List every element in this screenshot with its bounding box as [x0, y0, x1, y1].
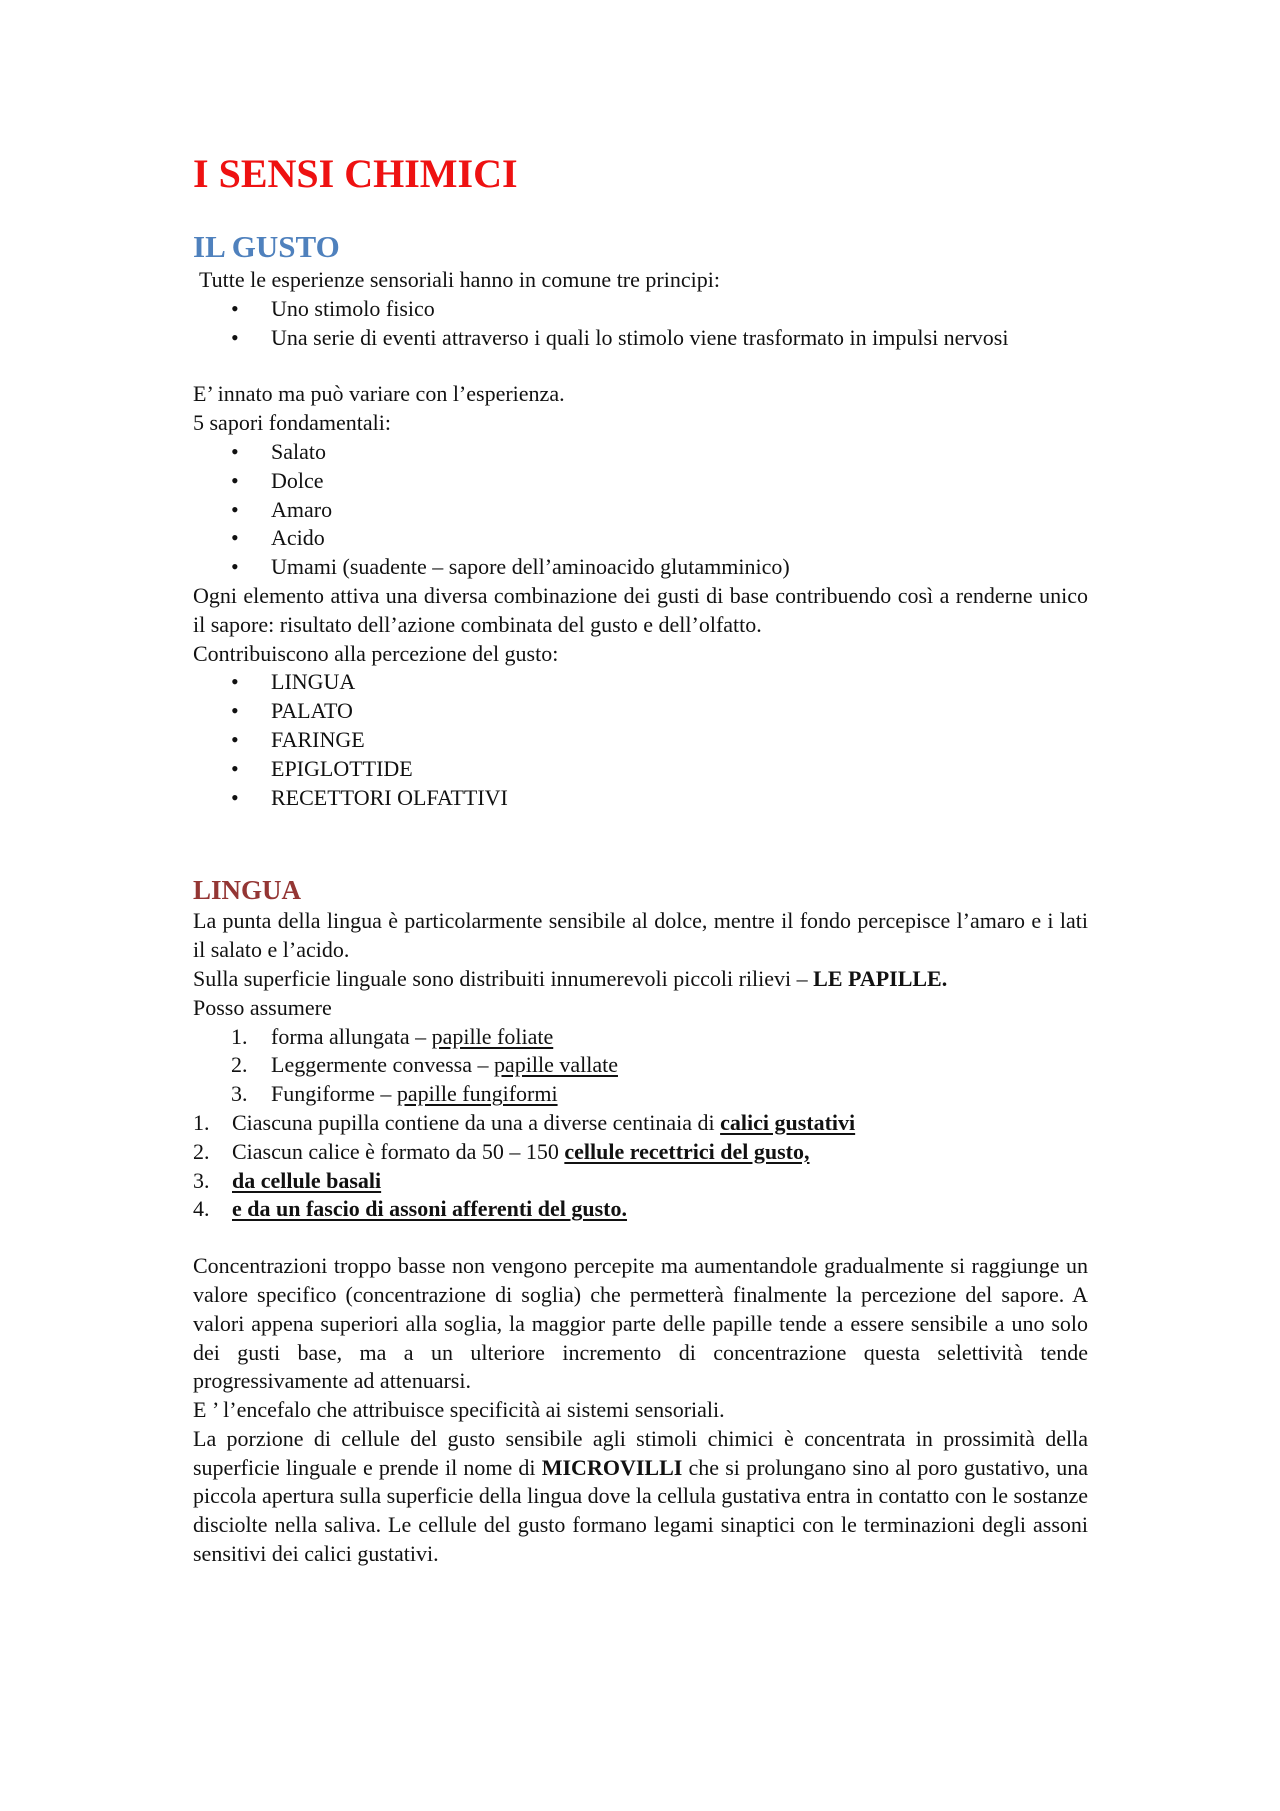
sapori-list — [193, 438, 1088, 582]
spacer — [193, 812, 1088, 874]
combination-paragraph: Ogni elemento attiva una diversa combinazione dei gusti di base contribuendo così a renderne unico il sapore: risultato dell’azione combinata del gusto e dell’olfatto. — [193, 582, 1088, 637]
list-item — [193, 1195, 1088, 1224]
lingua-paragraph-2 — [193, 965, 1088, 994]
page-title: I SENSI CHIMICI — [193, 151, 518, 196]
papille-forms-list — [193, 1023, 1088, 1109]
innate-text: E’ innato ma può variare con l’esperienza. — [193, 381, 565, 407]
document-body — [193, 150, 1088, 1569]
list-number: 2. — [193, 1138, 210, 1164]
papille-bold-term: LE PAPILLE. — [813, 965, 948, 991]
list-item — [193, 1023, 1088, 1052]
form-term: papille fungiformi — [396, 1081, 558, 1107]
list-number: 3. — [193, 1167, 210, 1193]
list-item — [193, 1138, 1088, 1167]
contrib-intro: Contribuiscono alla percezione del gusto: — [193, 640, 559, 666]
fact-text: Ciascuna pupilla contiene da una a diverse centinaia di — [232, 1109, 721, 1135]
concentration-paragraph: Concentrazioni troppo basse non vengono percepite ma aumentandole gradualmente si raggiunge un valore specifico (concentrazione di soglia) che permetterà finalmente la percezione del sapore. A valori appena superiori alla soglia, la maggior parte delle papille tende a essere sensibile a uno solo dei gusti base, ma a un ulteriore incremento di concentrazione questa selettività tende progressivamente ad attenuarsi. — [193, 1253, 1088, 1394]
list-number: 1. — [231, 1023, 248, 1049]
encefalo-paragraph: E ’ l’encefalo che attribuisce specificità ai sistemi sensoriali. — [193, 1397, 725, 1423]
papille-intro-text: Sulla superficie linguale sono distribuiti innumerevoli piccoli rilievi – — [193, 965, 814, 991]
form-text: Leggermente convessa – — [271, 1052, 494, 1078]
fact-text: Ciascun calice è formato da 50 – 150 — [232, 1138, 565, 1164]
list-item: • FARINGE — [193, 726, 1088, 755]
calici-facts-list — [193, 1109, 1088, 1224]
form-term: papille foliate — [431, 1023, 554, 1049]
list-number: 2. — [231, 1052, 248, 1078]
list-item: • Uno stimolo fisico — [193, 295, 1088, 324]
fact-term: e da un fascio di assoni afferenti del gusto. — [232, 1196, 628, 1222]
form-text: Fungiforme – — [271, 1081, 397, 1107]
microvilli-paragraph — [193, 1425, 1088, 1569]
list-item — [193, 1109, 1088, 1138]
heading-lingua: LINGUA — [193, 875, 302, 906]
sapori-intro: 5 sapori fondamentali: — [193, 410, 391, 436]
fact-term: calici gustativi — [720, 1109, 856, 1135]
spacer — [193, 1224, 1088, 1252]
microvilli-text-b: che si prolungano sino al poro gustativo, una piccola apertura sulla superficie della lingua dove la cellula gustativa entra in contatto con le sostanze disciolte nella saliva. Le cellule del gusto formano legami sinaptici con le terminazioni degli assoni sensitivi dei calici gustativi. — [193, 1454, 1088, 1567]
list-item: • Acido — [193, 524, 1088, 553]
list-item: • Salato — [193, 438, 1088, 467]
heading-il-gusto: IL GUSTO — [193, 229, 340, 264]
list-item: • EPIGLOTTIDE — [193, 755, 1088, 784]
microvilli-text-a: La porzione di cellule del gusto sensibile agli stimoli chimici è concentrata in prossimità della superficie linguale e prende il nome di — [193, 1425, 1088, 1480]
list-item: • Umami (suadente – sapore dell’aminoacido glutamminico) — [193, 553, 1088, 582]
gusto-intro: Tutte le esperienze sensoriali hanno in comune tre principi: — [199, 267, 720, 292]
list-item: • PALATO — [193, 697, 1088, 726]
list-item: • RECETTORI OLFATTIVI — [193, 784, 1088, 813]
microvilli-term: MICROVILLI — [541, 1454, 683, 1480]
list-item — [193, 1080, 1088, 1109]
principles-list — [193, 295, 1088, 353]
list-item: • Una serie di eventi attraverso i quali lo stimolo viene trasformato in impulsi nervosi — [193, 324, 1088, 353]
form-text: forma allungata – — [271, 1023, 432, 1049]
lingua-paragraph-1: La punta della lingua è particolarmente sensibile al dolce, mentre il fondo percepisce l’amaro e i lati il salato e l’acido. — [193, 908, 1088, 963]
list-item: • LINGUA — [193, 668, 1088, 697]
lingua-paragraph-3: Posso assumere — [193, 994, 332, 1020]
list-item — [193, 1167, 1088, 1196]
contrib-list — [193, 668, 1088, 812]
list-item: • Amaro — [193, 496, 1088, 525]
list-item: • Dolce — [193, 467, 1088, 496]
spacer — [193, 352, 1088, 380]
form-term: papille vallate — [493, 1052, 618, 1078]
fact-term: da cellule basali — [232, 1167, 382, 1193]
list-number: 1. — [193, 1109, 210, 1135]
list-number: 4. — [193, 1196, 210, 1222]
list-number: 3. — [231, 1081, 248, 1107]
list-item — [193, 1051, 1088, 1080]
fact-term: cellule recettrici del gusto, — [564, 1138, 810, 1164]
